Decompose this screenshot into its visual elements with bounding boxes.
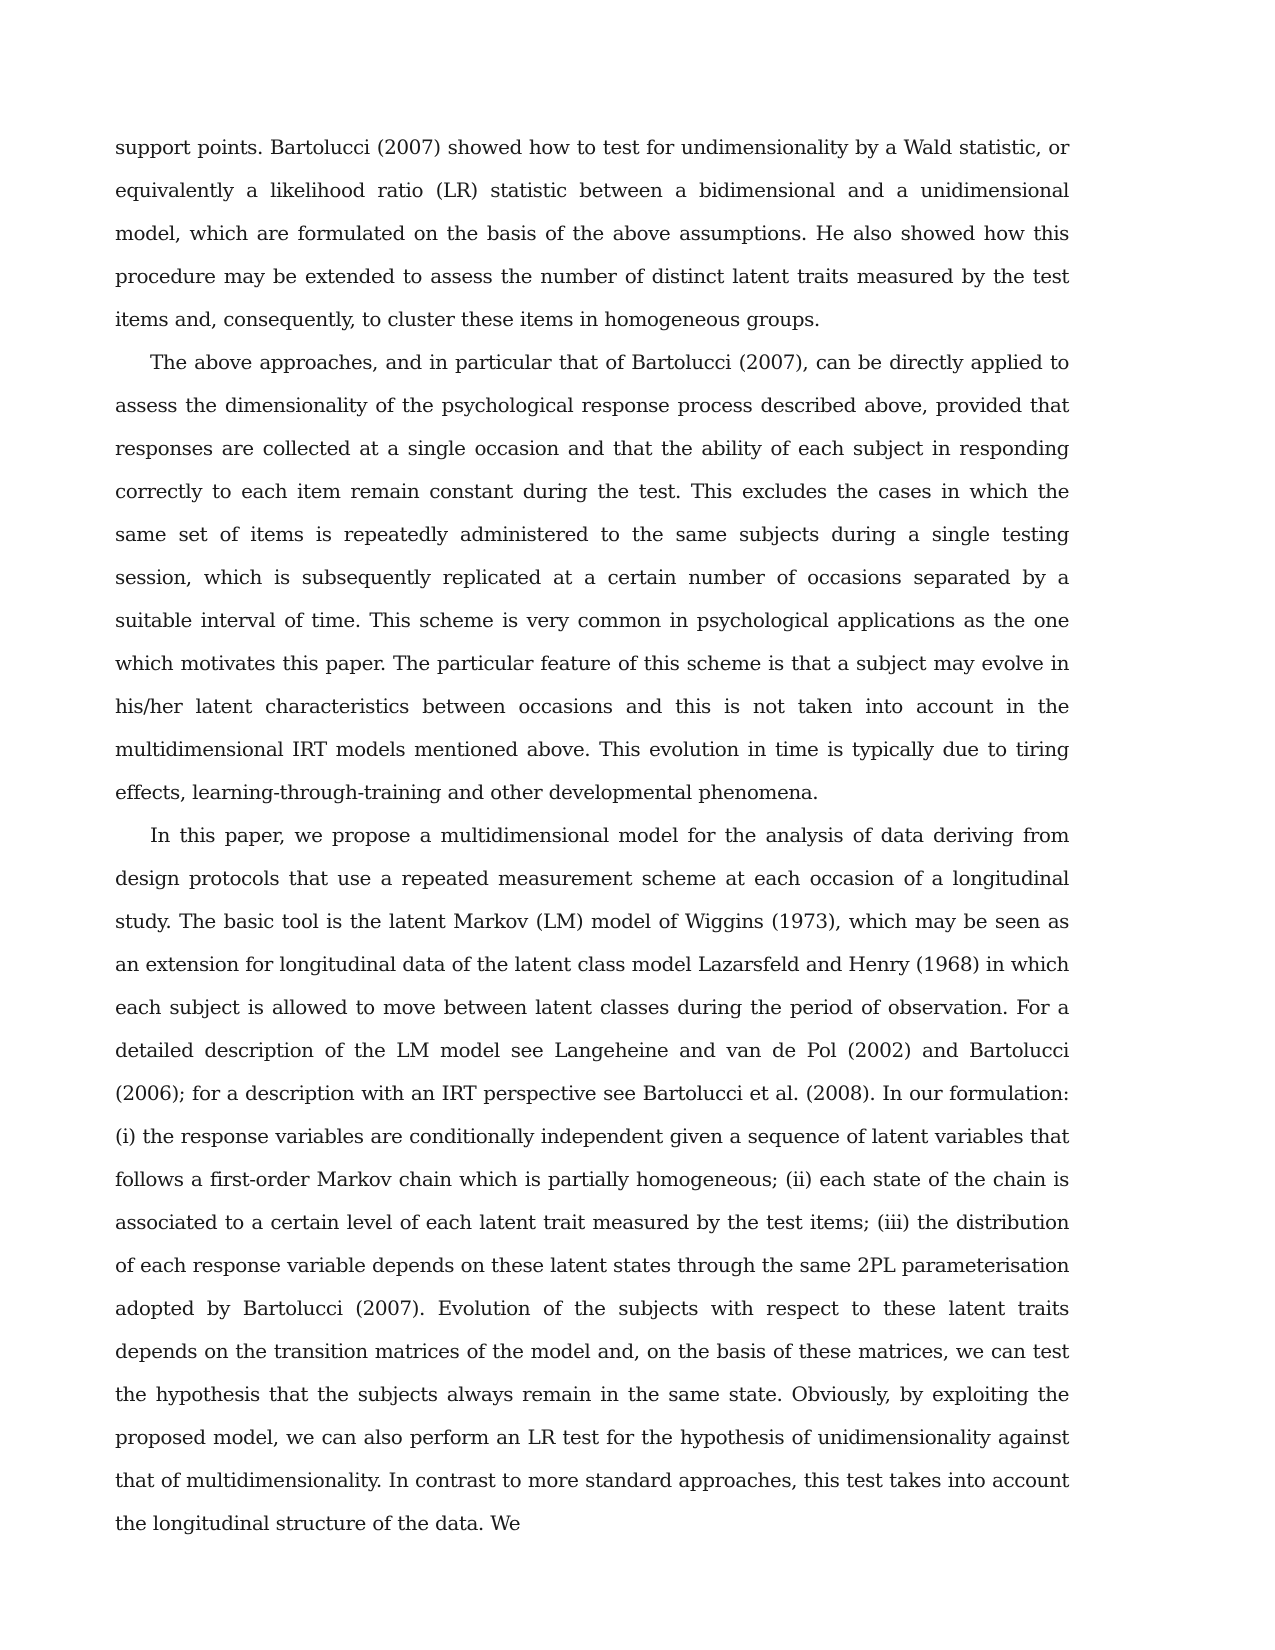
- paragraph-2: The above approaches, and in particular that of Bartolucci (2007), can be directly applied to assess the dimensionality of the psychological response process described above, provided that responses are collected at a single occasion and that the ability of each subject in responding correctly to each item remain constant during the test. This excludes the cases in which the same set of items is repeatedly administered to the same subjects during a single testing session, which is subsequently replicated at a certain number of occasions separated by a suitable interval of time. This scheme is very common in psychological applications as the one which motivates this paper. The particular feature of this scheme is that a subject may evolve in his/her latent characteristics between occasions and this is not taken into account in the multidimensional IRT models mentioned above. This evolution in time is typically due to tiring effects, learning-through-training and other developmental phenomena.: [115, 350, 1069, 804]
- paragraph-1: support points. Bartolucci (2007) showed how to test for undimensionality by a Wald statistic, or equivalently a likelihood ratio (LR) statistic between a bidimensional and a unidimensional model, which are formulated on the basis of the above assumptions. He also showed how this procedure may be extended to assess the number of distinct latent traits measured by the test items and, consequently, to cluster these items in homogeneous groups.: [115, 135, 1069, 331]
- paragraph-3: In this paper, we propose a multidimensional model for the analysis of data deriving from design protocols that use a repeated measurement scheme at each occasion of a longitudinal study. The basic tool is the latent Markov (LM) model of Wiggins (1973), which may be seen as an extension for longitudinal data of the latent class model Lazarsfeld and Henry (1968) in which each subject is allowed to move between latent classes during the period of observation. For a detailed description of the LM model see Langeheine and van de Pol (2002) and Bartolucci (2006); for a description with an IRT perspective see Bartolucci et al. (2008). In our formulation: (i) the response variables are conditionally independent given a sequence of latent variables that follows a first-order Markov chain which is partially homogeneous; (ii) each state of the chain is associated to a certain level of each latent trait measured by the test items; (iii) the distribution of each response variable depends on these latent states through the same 2PL parameterisation adopted by Bartolucci (2007). Evolution of the subjects with respect to these latent traits depends on the transition matrices of the model and, on the basis of these matrices, we can test the hypothesis that the subjects always remain in the same state. Obviously, by exploiting the proposed model, we can also perform an LR test for the hypothesis of unidimensionality against that of multidimensionality. In contrast to more standard approaches, this test takes into account the longitudinal structure of the data. We: [115, 823, 1069, 1535]
- page-body: [115, 126, 1069, 1545]
